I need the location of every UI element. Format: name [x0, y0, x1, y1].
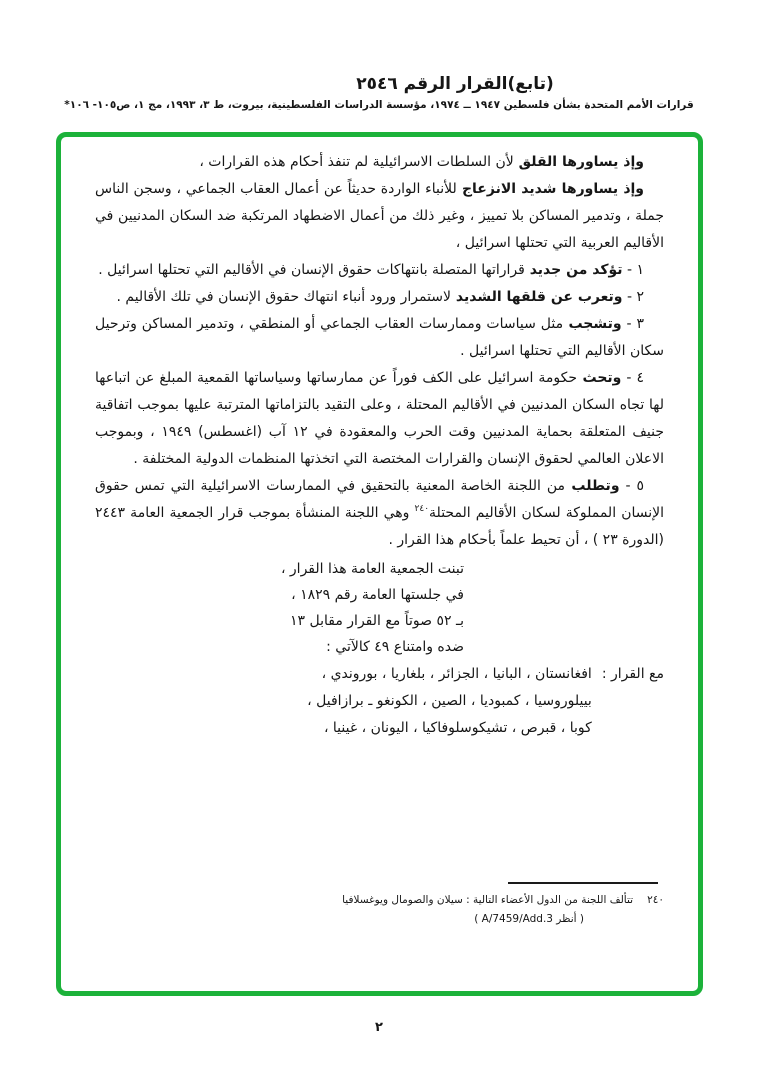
paragraph-lead: وتعرب عن قلقها الشديد	[451, 289, 623, 305]
source-citation: قرارات الأمم المتحدة بشأن فلسطين ١٩٤٧ ــ ١٩٧٤، مؤسسة الدراسات الفلسطينية، بيروت، ط ٣، ١٩٩٣، مج ١، ص١٠٥- ١٠٦*	[64, 99, 694, 111]
text-line: بـ ٥٢ صوتاً مع القرار مقابل ١٣	[290, 613, 464, 629]
paragraph-lead: وإذ يساورها شديد الانزعاج	[456, 181, 645, 197]
text-line: كوبا ، قبرص ، تشيكوسلوفاكيا ، اليونان ، غينيا ،	[323, 720, 592, 736]
resolution-paragraph: ٥ - وتطلب من اللجنة الخاصة المعنية بالتحقيق في الممارسات الاسرائيلية التي تمس حقوق الإنسان المملوكة لسكان الأقاليم المحتلة$^{٢٤٠}$ وهي اللجنة المنشأة بموجب قرار الجمعية العامة ٢٤٤٣ (الدورة ٢٣ ) ، أن تحيط علماً بأحكام هذا القرار .	[95, 478, 664, 548]
paragraph-lead: وتحث	[577, 370, 622, 386]
paragraph-lead: وإذ يساورها القلق	[513, 154, 644, 170]
paragraph-lead: وتشجب	[563, 316, 622, 332]
footnote-ref: ٢٤٠	[414, 504, 430, 514]
paragraph-number: ٥ -	[619, 478, 645, 494]
text-line: افغانستان ، البانيا ، الجزائر ، بلغاريا ، بوروندي ،	[321, 666, 592, 682]
paragraph-number: ٢ -	[622, 289, 644, 305]
paragraph-lead: تؤكد من جديد	[524, 262, 623, 278]
resolution-box	[56, 132, 703, 996]
paragraph-number: ٤ -	[621, 370, 645, 386]
paragraph-number: ١ -	[622, 262, 644, 278]
vote-with-label: مع القرار :	[601, 666, 664, 682]
resolution-paragraph: وإذ يساورها شديد الانزعاج للأنباء الواردة حديثاً عن أعمال العقاب الجماعي ، وسجن الناس جملة ، وتدمير المساكن بلا تمييز ، وغير ذلك من أعمال الاضطهاد المرتكبة ضد السكان المدنيين في الأقاليم العربية التي تحتلها اسرائيل ،	[95, 181, 664, 251]
text-line: تبنت الجمعية العامة هذا القرار ،	[280, 561, 464, 577]
footnote-text: تتألف اللجنة من الدول الأعضاء التالية : سيلان والصومال ويوغسلافيا	[342, 894, 634, 906]
page-header	[0, 0, 758, 111]
resolution-paragraph: ٣ - وتشجب مثل سياسات وممارسات العقاب الجماعي أو المنطقي ، وتدمير المساكن وترحيل سكان الأقاليم التي تحتلها اسرائيل .	[95, 316, 664, 359]
paragraph-number: ٣ -	[621, 316, 645, 332]
resolution-paragraph: ١ - تؤكد من جديد قراراتها المتصلة بانتهاكات حقوق الإنسان في الأقاليم التي تحتلها اسرائيل .	[98, 262, 644, 278]
text-line: في جلستها العامة رقم ١٨٢٩ ،	[291, 587, 464, 603]
footnote	[95, 882, 664, 929]
vote-country-lines	[307, 661, 592, 742]
paragraph-lead: وتطلب	[565, 478, 620, 494]
text-line: بييلوروسيا ، كمبوديا ، الصين ، الكونغو ـ برازافيل ،	[307, 693, 592, 709]
footnote-marker: ٢٤٠	[647, 894, 664, 906]
resolution-paragraphs	[95, 149, 664, 554]
resolution-paragraph: ٢ - وتعرب عن قلقها الشديد لاستمرار ورود أنباء انتهاك حقوق الإنسان في تلك الأقاليم .	[116, 289, 644, 305]
resolution-paragraph: ٤ - وتحث حكومة اسرائيل على الكف فوراً عن ممارساتها وسياساتها القمعية المبلغ عن اتباعها لها تجاه السكان المدنيين في الأقاليم المحتلة ، وعلى التقيد بالتزاماتها المترتبة عليها بموجب اتفاقية جنيف المتعلقة بحماية المدنيين وقت الحرب والمعقودة في ١٢ آب (اغسطس) ١٩٤٩ ، وبموجب الاعلان العالمي لحقوق الإنسان والقرارات المختصة التي اتخذتها المنظمات الدولية المختلفة .	[95, 370, 664, 467]
text-line: ضده وامتناع ٤٩ كالآتي :	[326, 639, 464, 655]
footnote-rule	[508, 882, 658, 884]
resolution-title: (تابع)القرار الرقم ٢٥٤٦	[356, 74, 554, 94]
page-number: ٢	[375, 1020, 383, 1035]
resolution-paragraph: وإذ يساورها القلق لأن السلطات الاسرائيلية لم تنفذ أحكام هذه القرارات ،	[199, 154, 644, 170]
footnote-reference-doc: ( أنظر A/7459/Add.3 )	[474, 913, 584, 925]
adoption-note	[95, 556, 464, 660]
vote-result	[95, 661, 664, 742]
